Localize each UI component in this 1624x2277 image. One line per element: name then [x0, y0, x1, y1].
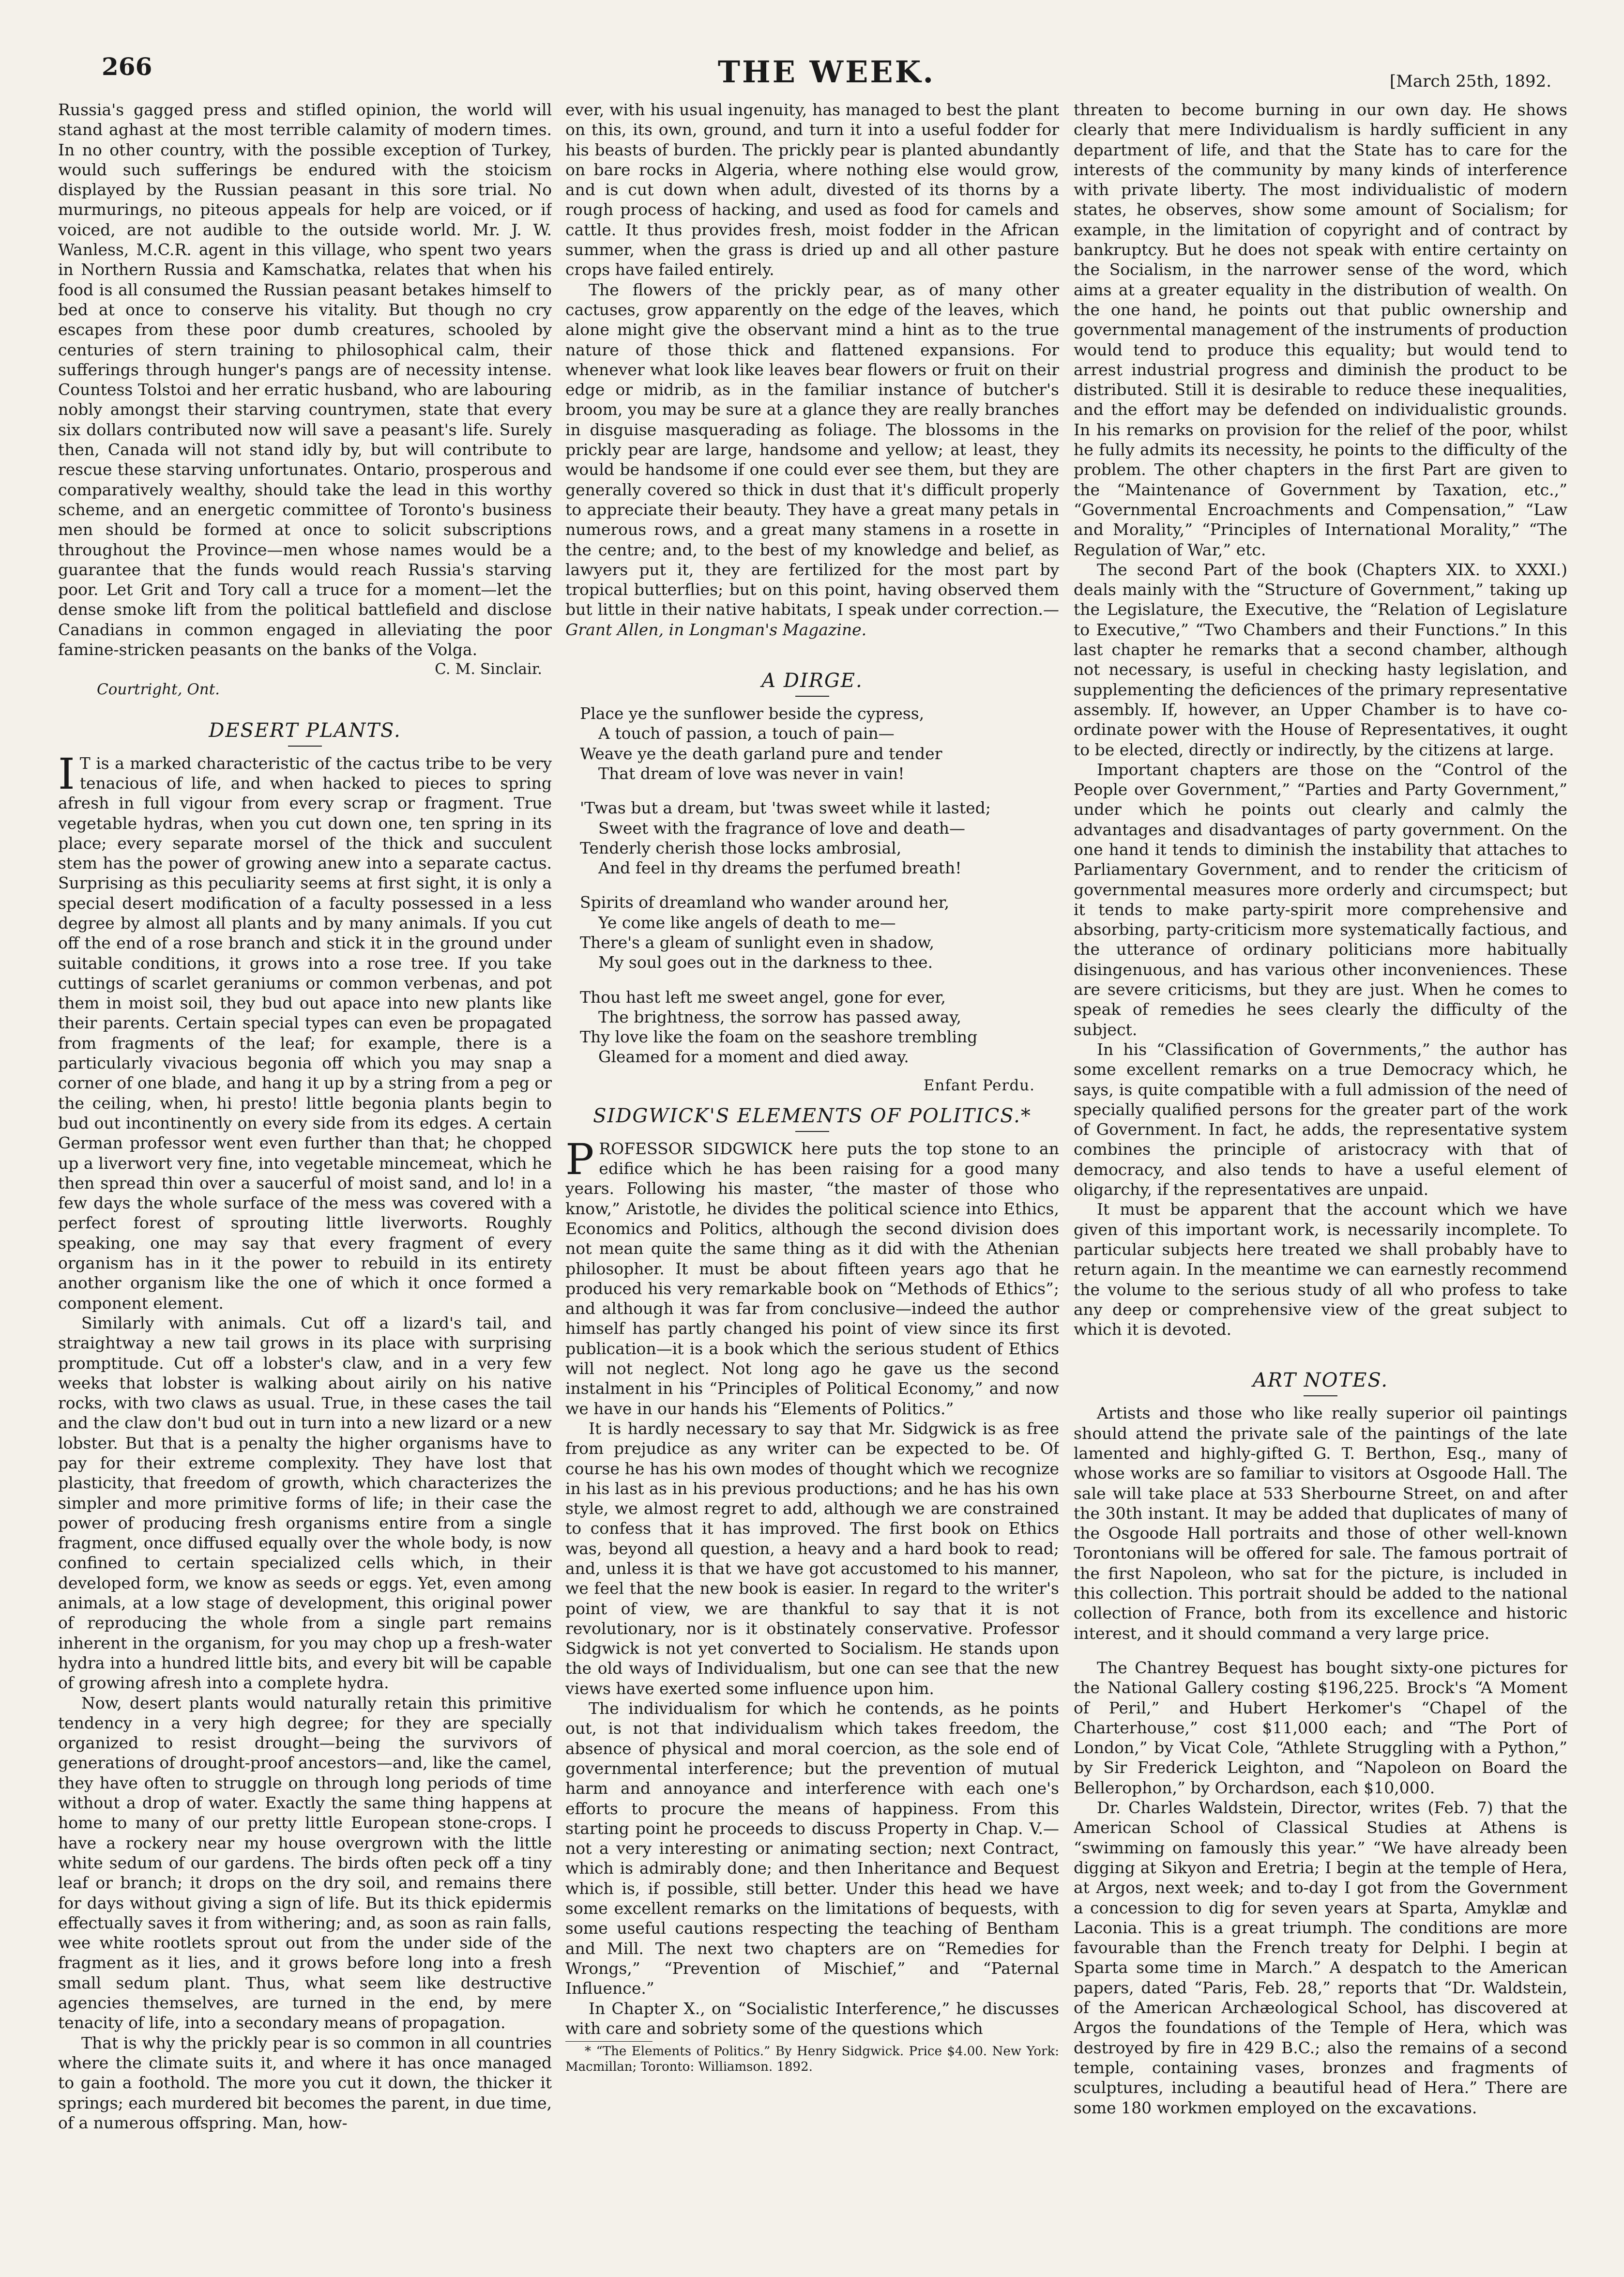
desert-plants-p1: T is a marked characteristic of the cactus tribe to be very tenacious of life, and when hacked to pieces to spring afresh in full vigour from every scrap or fragment. True vegetable hydras, when you cut down one, ten spring in its place; every separate morsel of the thick and succulent stem has the power of growing anew into a separate cactus. Surprising as this peculiarity seems at first sight, it is only a special desert modification of a faculty possessed in a less degree by almost all plants and by many animals. If you cut off the end of a rose branch and stick it in the ground under suitable conditions, it grows into a rose tree. If you take cuttings of scarlet geraniums or common verbenas, and pot them in moist soil, they bud out apace into new plants like their parents. Certain special types can even be propagated from fragments of the leaf; for example, there is a particularly vivacious begonia off which you may snap a corner of one blade, and hang it up by a string from a peg or the ceiling, when, hi presto! little begonia plants begin to bud out incontinently on every side from its edges. A certain German professor went even further than that; he chopped up a liverwort very fine, into vegetable mincemeat, which he then spread thin over a saucerful of moist sand, and lo! in a few days the whole surface of the mess was covered with a perfect forest of sprouting little liverworts. Roughly speaking, one may say that every fragment of every organism has in it the power to rebuild in its entirety another organism like the one of which it once formed a component element.: [58, 753, 552, 1313]
poem-signature: Enfant Perdu.: [923, 1076, 1035, 1094]
heading-rule: [795, 696, 829, 697]
sidgwick-p6: Important chapters are those on the “Control of the People over Government,” “Parties and Party Government,” under which he points out clearly and calmly the advantages and disadvantages of party government. On the one hand it tends to diminish the instability that attaches to Parliamentary Government, and to render the criticism of governmental measures more orderly and circumspect; but it tends to make party-spirit more comprehensive and absorbing, party-criticism more systematically factious, and the utterance of ordinary politicians more habitually disingenuous, and has various other inconveniences. These are severe criticisms, but they are just. When he comes to speak of remedies he sees clearly the difficulty of the subject.: [1074, 760, 1567, 1039]
art-notes-p1: Artists and those who like really superior oil paintings should attend the private sale of the paintings of the late lamented and highly-gifted G. T. Berthon, Esq., many of whose works are so familiar to visitors at Osgoode Hall. The sale will take place at 533 Sherbourne Street, on and after the 30th instant. It may be added that duplicates of many of the Osgoode Hall portraits and those of other well-known Torontonians will be offered for sale. The famous portrait of the first Napoleon, who sat for the picture, is included in this collection. This portrait should be added to the national collection of France, both from its excellence and historic interest, and it should command a very large price.: [1074, 1404, 1567, 1643]
poem-line: Tenderly cherish those locks ambrosial,: [580, 838, 902, 857]
sidgwick-p5: The second Part of the book (Chapters XIX. to XXXI.) deals mainly with the “Structure of Government,” taking up the Legislature, the Executive, the “Relation of Legislature to Executive,” “Two Chambers and their Functions.” In this last chapter he remarks that a second chamber, although not necessary, is useful in checking hasty legislation, and supplementing the deficiences of the primary representative assembly. If, however, an Upper Chamber is to have co-ordinate power with the House of Representatives, it ought to be elected, directly or indirectly, by the citizens at large.: [1074, 560, 1567, 759]
sidgwick-p7: In his “Classification of Governments,” the author has some excellent remarks on a true Democracy which, he says, is quite compatible with a full admission of the need of specially qualified persons for the greater part of the work of Government. In fact, he adds, the representative system combines the principle of aristocracy with that of democracy, and also tends to have a useful element of oligarchy, if the representatives are unpaid.: [1074, 1039, 1567, 1199]
poem-line: That dream of love was never in vain!: [598, 764, 905, 783]
sidgwick-heading: SIDGWICK'S ELEMENTS OF POLITICS.*: [593, 1104, 1032, 1127]
poem-line: There's a gleam of sunlight even in shadow,: [580, 932, 935, 952]
sidgwick-p3: The individualism for which he contends, as he points out, is not that individualism which takes freedom, the absence of physical and moral coercion, as the sole end of governmental interference; but the prevention of mutual harm and annoyance and interference with each one's efforts to procure the means of happiness. From this starting point he proceeds to discuss Property in Chap. V.—not a very interesting or animating section; next Contract, which is admirably done; and then Inheritance and Bequest which is, if possible, still better. Under this head we have some excellent remarks on the limitations of bequests, with some useful cautions respecting the teaching of Bentham and Mill. The next two chapters are on “Remedies for Wrongs,” “Prevention of Mischief,” and “Paternal Influence.”: [565, 1699, 1059, 1998]
poem-line: Thou hast left me sweet angel, gone for ever,: [580, 987, 946, 1007]
art-notes-p2: The Chantrey Bequest has bought sixty-one pictures for the National Gallery costing $196,225. Brock's “A Moment of Peril,” and Hubert Herkomer's “Chapel of the Charterhouse,” cost $11,000 each; and “The Port of London,” by Vicat Cole, “Athlete Struggling with a Python,” by Sir Frederick Leighton, and “Napoleon on Board the Bellerophon,” by Orchardson, each $10,000.: [1074, 1658, 1567, 1797]
poem-stanza: [580, 892, 1059, 972]
poem-line: And feel in thy dreams the perfumed breath!: [598, 858, 962, 878]
poem-line: A touch of passion, a touch of pain—: [598, 724, 895, 743]
poem-line: Place ye the sunflower beside the cypress,: [580, 704, 925, 723]
poem-line: Gleamed for a moment and died away.: [598, 1047, 909, 1067]
heading-rule: [1304, 1395, 1337, 1396]
sidgwick-p4: In Chapter X., on “Socialistic Interference,” he discusses with care and sobriety some of the questions which: [565, 1999, 1059, 2038]
sidgwick-continued: threaten to become burning in our own day. He shows clearly that mere Individualism is hardly sufficient in any department of life, and that the State has to care for the interests of the community by many kinds of interference with private liberty. The most individualistic of modern states, he observes, show some amount of Socialism; for example, in the limitation of copyright and of contract by bankruptcy. But he does not speak with entire certainty on the Socialism, in the narrower sense of the word, which aims at a greater equality in the distribution of wealth. On the one hand, he points out that public ownership and governmental management of the instruments of production would tend to produce this equality; but would tend to arrest industrial progress and diminish the product to be distributed. Still it is desirable to reduce these inequalities, and the effort may be defended on individualistic grounds. In his remarks on provision for the relief of the poor, whilst he fully admits its necessity, he points to the difficulty of the problem. The other chapters in the first Part are given to the “Maintenance of Government by Taxation, etc.,” “Governmental Encroachments and Compensation,” “Law and Morality,” “Principles of International Morality,” “The Regulation of War,” etc.: [1074, 100, 1567, 559]
page-number: 266: [102, 52, 152, 81]
newspaper-title: THE WEEK.: [717, 54, 936, 90]
column-2: [565, 100, 1059, 2249]
desert-plants-p5: [565, 280, 1059, 640]
sidgwick-p1: ROFESSOR SIDGWICK here puts the top stone to an edifice which he has been raising for a good many years. Following his master, “the master of those who know,” Aristotle, he divides the political science into Ethics, Economics and Politics, although the second division does not mean quite the same thing as it did with the Athenian philosopher. It must be about fifteen years ago that he produced his very remarkable book on “Methods of Ethics”; and although it was far from conclusive—indeed the author himself has partly changed his point of view since its first publication—it is a book which the serious student of Ethics will not neglect. Not long ago he gave us the second instalment in his “Principles of Political Economy,” and now we have in our hands his “Elements of Politics.”: [565, 1139, 1059, 1418]
heading-rule: [288, 746, 322, 747]
poem-line: Sweet with the fragrance of love and death—: [598, 818, 966, 838]
poem-line: Ye come like angels of death to me—: [598, 913, 896, 932]
drop-cap: I: [58, 749, 75, 799]
letter-signature: C. M. Sinclair.: [435, 660, 542, 678]
heading-rule: [795, 1131, 829, 1132]
sidgwick-p2: It is hardly necessary to say that Mr. Sidgwick is as free from prejudice as any writer can be expected to be. Of course he has his own modes of thought which we recognize in his last as in his previous productions; and he has his own style, we almost regret to add, although we are constrained to confess that it has improved. The first book on Ethics was, beyond all question, a heavy and a hard book to read; and, unless it is that we have got accustomed to his manner, we feel that the new book is easier. In regard to the writer's point of view, we are thankful to say that it is not revolutionary, nor is it obstinately conservative. Professor Sidgwick is not yet converted to Socialism. He stands upon the old ways of Individualism, but one can see that the new views have exerted some influence upon him.: [565, 1419, 1059, 1698]
sidgwick-p8: It must be apparent that the account which we have given of this important work, is necessarily incomplete. To particular subjects here treated we shall probably have to return again. In the meantime we can earnestly recommend the volume to the serious study of all who profess to take any deep or comprehensive view of the great subject to which it is devoted.: [1074, 1200, 1567, 1339]
art-notes-heading: ART NOTES.: [1252, 1369, 1389, 1392]
desert-plants-p2: Similarly with animals. Cut off a lizard's tail, and straightway a new tail grows in its place with surprising promptitude. Cut off a lobster's claw, and in a very few weeks that lobster is walking about airily on his native rocks, with two claws as usual. True, in these cases the tail and the claw don't bud out in turn into a new lizard or a new lobster. But that is a penalty the higher organisms have to pay for their extreme complexity. They have lost that plasticity, that freedom of growth, which characterizes the simpler and more primitive forms of life; in their case the power of producing fresh organisms entire from a single fragment, once diffused equally over the whole body, is now confined to certain specialized cells which, in their developed form, we know as seeds or eggs. Yet, even among animals, at a low stage of development, this original power of reproducing the whole from a single part remains inherent in the organism, for you may chop up a fresh-water hydra into a hundred little bits, and every bit will be capable of growing afresh into a complete hydra.: [58, 1313, 552, 1693]
drop-cap: P: [565, 1134, 594, 1184]
paragraph-gap: [1074, 1643, 1567, 1658]
desert-plants-p5-text: The flowers of the prickly pear, as of many other cactuses, grow apparently on the edge of the leaves, which alone might give the observant mind a hint as to the true nature of those thick and flattened expansions. For whenever what look like leaves bear flowers or fruit on their edge or midrib, as in the familiar instance of butcher's broom, you may be sure at a glance they are really branches in disguise masquerading as foliage. The blossoms in the prickly pear are large, handsome and yellow; at least, they would be handsome if one could ever see them, but they are generally covered so thick in dust that it's difficult properly to appreciate their beauty. They have a great many petals in numerous rows, and a great many stamens in a rosette in the centre; and, to the best of my knowledge and belief, as lawyers put it, they are fertilized for the most part by tropical butterflies; but on this point, having observed them but little in their native habitats, I speak under correction.: [565, 280, 1059, 619]
footnote-rule: [565, 2041, 653, 2042]
column-3: [1074, 100, 1567, 2249]
poem-line: Spirits of dreamland who wander around her,: [580, 893, 950, 912]
art-notes-p3: Dr. Charles Waldstein, Director, writes (Feb. 7) that the American School of Classical Studies at Athens is “swimming on famously this year.” “We have already been digging at Sikyon and Eretria; I begin at the temple of Hera, at Argos, next week; and to-day I got from the Government a concession to dig for seven years at Sparta, Amyklæ and Laconia. This is a great triumph. The conditions are more favourable than the French treaty for Delphi. I begin at Sparta some time in March.” A despatch to the American papers, dated “Paris, Feb. 28,” reports that “Dr. Waldstein, of the American Archæological School, has discovered at Argos the foundations of the Temple of Hera, which was destroyed by fire in 429 B.C.; also the remains of a second temple, containing vases, bronzes and fragments of sculptures, including a beautiful head of Hera.” There are some 180 workmen employed on the excavations.: [1074, 1798, 1567, 2117]
poem-line: The brightness, the sorrow has passed away,: [598, 1007, 962, 1026]
poem-line: Weave ye the death garland pure and tender: [580, 744, 942, 763]
desert-plants-p4: That is why the prickly pear is so common in all countries where the climate suits it, and where it has once managed to gain a foothold. The more you cut it down, the thicker it springs; each murdered bit becomes the parent, in due time, of a numerous offspring. Man, how-: [58, 2033, 552, 2132]
issue-date: [March 25th, 1892.: [1389, 72, 1551, 91]
poem-stanza: [580, 798, 1059, 878]
poem-line: Thy love like the foam on the seashore trembling: [580, 1027, 978, 1047]
poem-stanza: [580, 987, 1059, 1067]
poem-stanza: [580, 703, 1059, 783]
dirge-heading: A DIRGE.: [761, 670, 863, 692]
poem-line: 'Twas but a dream, but 'twas sweet while it lasted;: [580, 798, 991, 818]
desert-plants-p3: Now, desert plants would naturally retain this primitive tendency in a very high degree; for they are specially organized to resist drought—being the survivors of generations of drought-proof ancestors—and, like the camel, they have often to struggle on through long periods of time without a drop of water. Exactly the same thing happens at home to many of our pretty little European stone-crops. I have a rockery near my house overgrown with the little white sedum of our gardens. The birds often peck off a tiny leaf or branch; it drops on the dry soil, and remains there for days without giving a sign of life. But its thick epidermis effectually saves it from withering; and, as soon as rain falls, wee white rootlets sprout out from the under side of the fragment as it lies, and it grows before long into a fresh small sedum plant. Thus, what seem like destructive agencies themselves, are turned in the end, by mere tenacity of life, into a secondary means of propagation.: [58, 1693, 552, 2032]
letter-text: Russia's gagged press and stifled opinion, the world will stand aghast at the most terrible calamity of modern times. In no other country, with the possible exception of Turkey, would such sufferings be endured with the stoicism displayed by the Russian peasant in this sore trial. No murmurings, no piteous appeals for help are voiced, or if voiced, are not audible to the outside world. Mr. J. W. Wanless, M.C.R. agent in this village, who spent two years in Northern Russia and Kamschatka, relates that when his food is all consumed the Russian peasant betakes himself to bed at once to conserve his vitality. But though no cry escapes from these poor dumb creatures, schooled by centuries of stern training to philosophical calm, their sufferings through hunger's pangs are of necessity intense. Countess Tolstoi and her erratic husband, who are labouring nobly amongst their starving countrymen, state that every six dollars contributed now will save a peasant's life. Surely then, Canada will not stand idly by, but will contribute to rescue these starving unfortunates. Ontario, prosperous and comparatively wealthy, should take the lead in this worthy scheme, and an energetic committee of Toronto's business men should be formed at once to solicit subscriptions throughout the Province—men whose names would be a guarantee that the funds would reach Russia's starving poor. Let Grit and Tory call a truce for a moment—let the dense smoke lift from the political battlefield and disclose Canadians in common engaged in alleviating the poor famine-stricken peasants on the banks of the Volga.: [58, 100, 552, 659]
footnote: * “The Elements of Politics.” By Henry Sidgwick. Price $4.00. New York: Macmillan; Toronto: Williamson. 1892.: [565, 2044, 1059, 2075]
masthead: [97, 52, 1556, 96]
desert-plants-paragraph: [58, 749, 552, 1313]
poem-line: My soul goes out in the darkness to thee.: [598, 953, 933, 972]
desert-plants-continued: ever, with his usual ingenuity, has managed to best the plant on this, its own, ground, and turn it into a useful fodder for his beasts of burden. The prickly pear is planted abundantly on bare rocks in Algeria, where nothing else would grow, and is cut down when adult, divested of its thorns by a rough process of hacking, and used as food for camels and cattle. It thus provides fresh, moist fodder in the African summer, when the grass is dried up and all other pasture crops have failed entirely.: [565, 100, 1059, 279]
column-1: [58, 100, 552, 2249]
desert-plants-heading: DESERT PLANTS.: [209, 719, 401, 742]
letter-place: Courtright, Ont.: [97, 680, 220, 698]
desert-plants-source: —Grant Allen, in Longman's Magazine.: [565, 600, 1059, 639]
sidgwick-paragraph: [565, 1134, 1059, 1419]
